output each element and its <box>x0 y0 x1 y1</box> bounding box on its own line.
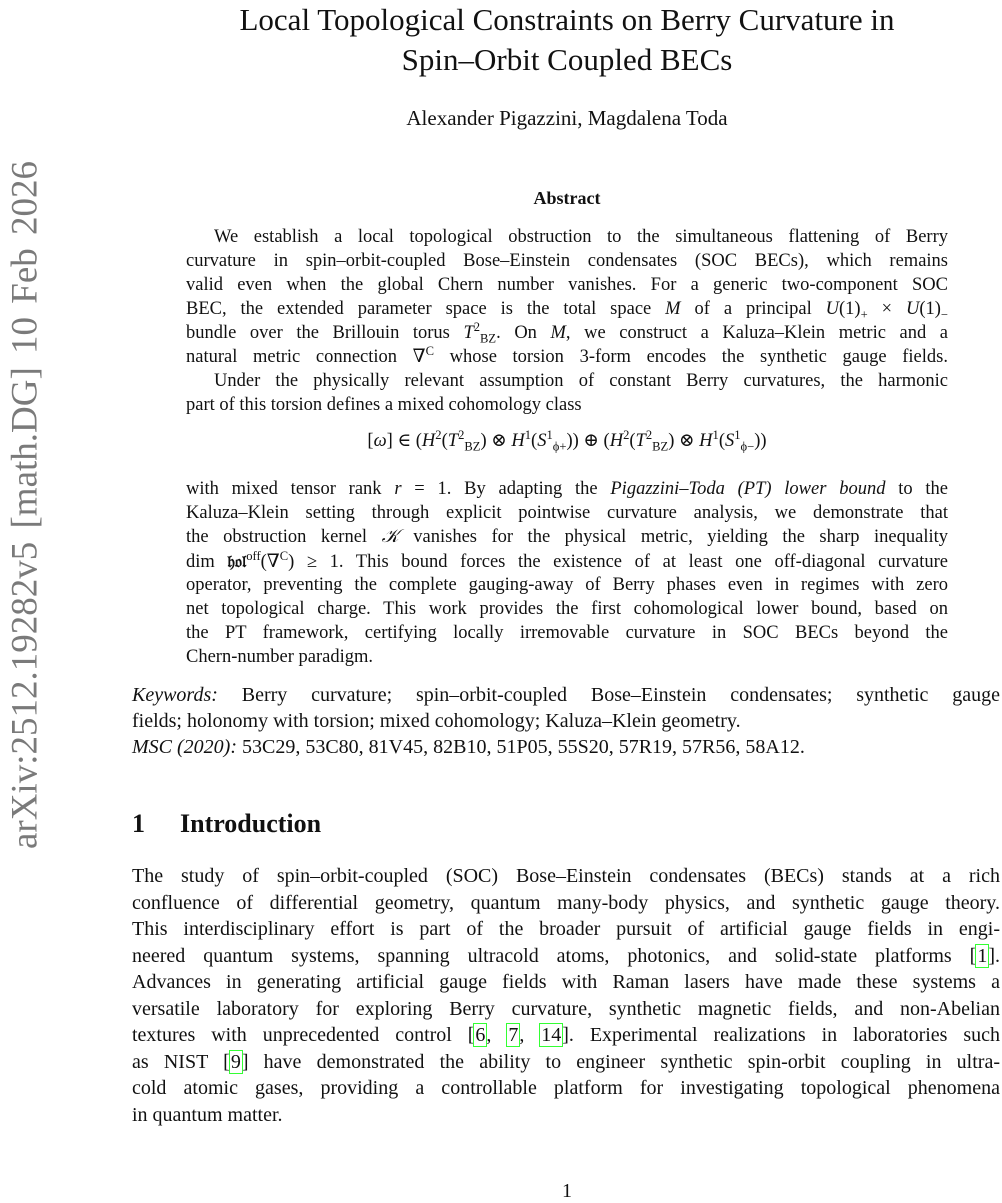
math-segment: 2 <box>473 319 481 334</box>
math-segment: S <box>724 431 735 451</box>
text-line: cold atomic gases, providing a controllable platform for investigating topological phenomena <box>132 1077 1000 1099</box>
text-line: dim 𝔥𝔬𝔩$^{off}$(∇$^C$) ≥ 1. This bound forces the existence of at least one off-diagonal curvature <box>186 548 949 572</box>
math-segment: 2 <box>435 427 442 442</box>
text-line: the obstruction kernel 𝒦 vanishes for the physical metric, yielding the sharp inequality <box>186 527 948 547</box>
math-segment: S <box>537 431 547 451</box>
display-equation: [ω] ∈ ($H^2(T^2_{BZ})$ ⊗ $H^1(S^1_{\phi+})$) ⊕ ($H^2(T^2_{BZ})$ ⊗ $H^1(S^1_{\phi-})$) <box>367 427 767 454</box>
math-segment: T <box>447 431 459 451</box>
math-segment: H <box>511 431 525 451</box>
text-line: Chern-number paradigm. <box>186 647 373 667</box>
text-line: part of this torsion defines a mixed cohomology class <box>186 395 582 415</box>
math-segment: BZ <box>480 331 497 346</box>
arxiv-stamp: arXiv:2512.19282v5 [math.DG] 10 Feb 2026 <box>4 160 46 850</box>
text-line: BEC, the extended parameter space is the total space M of a principal $U(1)_+ \times U(1)_-$ <box>186 299 949 322</box>
text-line: fields; holonomy with torsion; mixed cohomology; Kaluza–Klein geometry. <box>132 710 741 732</box>
text-line: the PT framework, certifying locally irremovable curvature in SOC BECs beyond the <box>186 623 948 643</box>
introduction-paragraph <box>132 863 1000 1128</box>
math-segment: 1 <box>524 427 532 442</box>
math-segment: T <box>635 431 646 451</box>
math-segment: M <box>665 299 681 319</box>
text-line: with mixed tensor rank r = 1. By adapting the Pigazzini–Toda (PT) lower bound to the <box>186 479 949 499</box>
text-line: Kaluza–Klein setting through explicit pointwise curvature analysis, we demonstrate that <box>186 503 948 523</box>
text-line: bundle over the Brillouin torus $T^2_{BZ}$. On M, we construct a Kaluza–Klein metric and a <box>186 319 948 346</box>
math-segment: 1 <box>546 427 553 442</box>
math-segment: BZ <box>464 439 481 454</box>
math-segment: 1 <box>734 427 741 442</box>
text-line: This interdisciplinary effort is part of the broader pursuit of artificial gauge fields in engi- <box>132 918 1000 940</box>
math-segment: H <box>609 431 624 451</box>
abstract-paragraph-2 <box>186 477 948 669</box>
abstract <box>186 225 948 669</box>
text-line: MSC (2020): 53C29, 53C80, 81V45, 82B10, 51P05, 55S20, 57R19, 57R56, 58A12. <box>132 736 805 758</box>
math-segment: BZ <box>652 439 669 454</box>
authors: Alexander Pigazzini, Magdalena Toda <box>406 106 728 130</box>
citation-link[interactable]: 9 <box>230 1050 241 1073</box>
citation-link[interactable]: 1 <box>977 944 988 967</box>
math-segment: off <box>246 548 261 563</box>
text-line: neered quantum systems, spanning ultracold atoms, photonics, and solid-state platforms [1]. <box>132 944 1000 967</box>
text-line: natural metric connection ∇$^C$ whose torsion 3-form encodes the synthetic gauge fields. <box>186 343 948 367</box>
text-line: net topological charge. This work provides the first cohomological lower bound, based on <box>186 599 948 619</box>
math-segment: C <box>425 343 434 358</box>
text-line: as NIST [9] have demonstrated the ability to engineer synthetic spin-orbit coupling in ultra- <box>132 1050 1000 1073</box>
text-line: We establish a local topological obstruction to the simultaneous flattening of Berry <box>214 227 948 247</box>
math-segment: Pigazzini–Toda (PT) lower bound <box>610 479 886 499</box>
section-number: 1 <box>132 809 145 838</box>
math-segment: 𝒦 <box>381 527 399 547</box>
math-segment: ϕ+ <box>552 439 567 454</box>
math-segment: + <box>860 307 868 322</box>
math-segment: H <box>421 431 436 451</box>
text-line: Advances in generating artificial gauge fields with Raman lasers have made these systems a <box>132 971 1000 993</box>
section-heading <box>132 809 321 839</box>
text-line: The study of spin–orbit-coupled (SOC) Bose–Einstein condensates (BECs) stands at a rich <box>132 865 1000 887</box>
math-segment: T <box>463 323 474 343</box>
math-segment: ϕ− <box>740 439 755 454</box>
text-line: valid even when the global Chern number vanishes. For a generic two-component SOC <box>186 275 948 295</box>
math-segment: M <box>550 323 566 343</box>
page-number: 1 <box>562 1180 572 1202</box>
math-segment: r <box>394 479 402 499</box>
title-line: Spin–Orbit Coupled BECs <box>401 42 733 77</box>
text-line: operator, preventing the complete gauging-away of Berry phases even in regimes with zero <box>186 575 948 595</box>
text-line: confluence of differential geometry, quantum many-body physics, and synthetic gauge theory. <box>132 891 1000 914</box>
paper-title <box>120 0 1002 80</box>
math-segment: 𝔥𝔬𝔩 <box>227 551 247 571</box>
math-segment: 2 <box>458 427 465 442</box>
text-line: curvature in spin–orbit-coupled Bose–Einstein condensates (SOC BECs), which remains <box>186 251 948 271</box>
math-segment: ω <box>373 431 387 451</box>
keywords-block <box>132 682 1000 760</box>
text-line: versatile laboratory for exploring Berry curvature, synthetic magnetic fields, and non-Abelian <box>132 997 1000 1020</box>
text-line: Keywords: Berry curvature; spin–orbit-coupled Bose–Einstein condensates; synthetic gauge <box>132 684 1000 706</box>
text-line: Under the physically relevant assumption of constant Berry curvatures, the harmonic <box>214 371 948 391</box>
citation-link[interactable]: 7 <box>508 1024 519 1046</box>
math-segment: C <box>279 548 289 563</box>
citation-link[interactable]: 6 <box>475 1024 486 1046</box>
math-segment: 2 <box>645 427 653 442</box>
citation-link[interactable]: 14 <box>541 1024 562 1046</box>
math-segment: Keywords: <box>132 684 218 706</box>
title-line: Local Topological Constraints on Berry Curvature in <box>239 2 895 37</box>
math-segment: U <box>905 299 920 319</box>
text-line: in quantum matter. <box>132 1103 283 1126</box>
section-title: Introduction <box>180 809 322 838</box>
math-segment: 2 <box>623 427 630 442</box>
abstract-paragraph-1 <box>186 225 948 417</box>
abstract-heading: Abstract <box>533 188 601 208</box>
math-segment: − <box>940 307 949 322</box>
math-segment: U <box>825 299 840 319</box>
math-segment: H <box>699 431 713 451</box>
text-line: textures with unprecedented control [6, 7, 14]. Experimental realizations in laboratories such <box>132 1024 1001 1046</box>
math-segment: 1 <box>712 427 719 442</box>
math-segment: MSC (2020): <box>132 736 237 758</box>
